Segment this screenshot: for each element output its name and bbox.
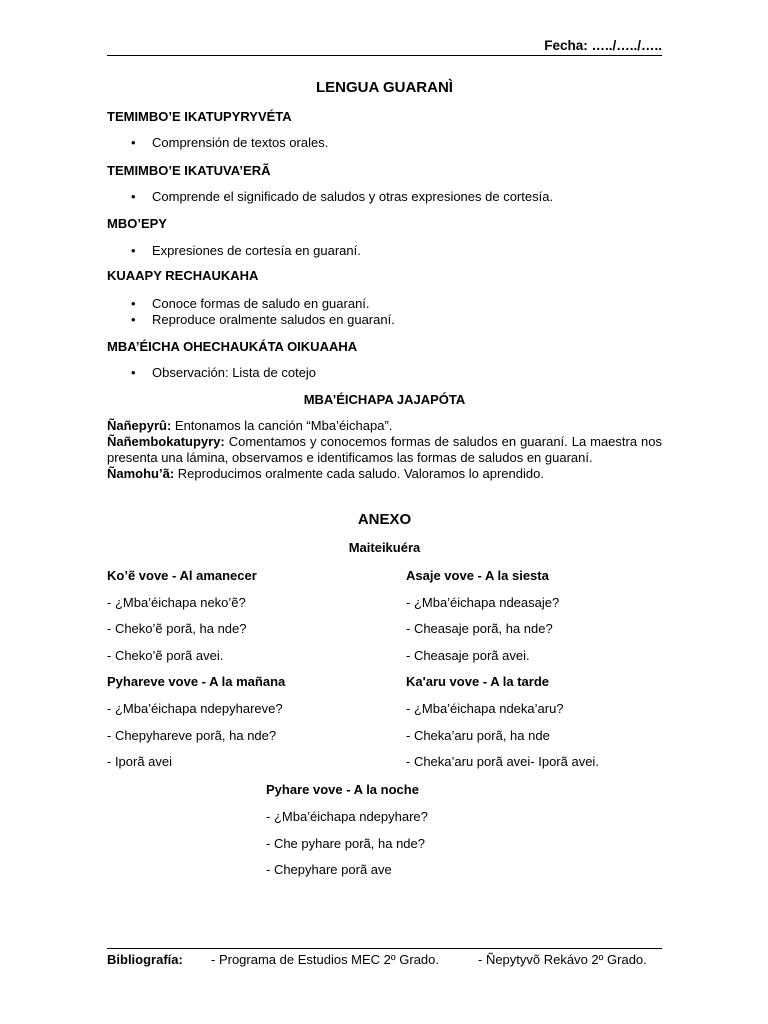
fecha-field: Fecha: …../…../….. xyxy=(544,38,662,53)
bullet-item xyxy=(131,365,316,380)
greeting-heading: Pyhare vove - A la noche xyxy=(266,782,419,797)
bullet-item xyxy=(131,312,395,327)
step-text: Reproducimos oralmente cada saludo. Valoramos lo aprendido. xyxy=(174,466,544,481)
step-label: Ñamohu’ã: xyxy=(107,466,175,481)
greeting-line: - ¿Mba’éichapa ndeasaje? xyxy=(406,595,560,610)
greeting-heading: Ka'aru vove - A la tarde xyxy=(406,674,550,689)
section-heading: KUAAPY RECHAUKAHA xyxy=(107,268,259,283)
step-text: Comentamos y conocemos formas de saludos en guaraní. La maestra nos presenta una lámina, observamos e identificamos las formas de saludos en guaraní. xyxy=(107,434,662,465)
bullet-icon: • xyxy=(131,312,136,327)
greeting-line: - Cheka’aru porã avei- Iporã avei. xyxy=(406,754,599,769)
bullet-icon: • xyxy=(131,296,136,311)
procedure-step xyxy=(107,418,662,434)
greeting-line: - Chepyhare porã ave xyxy=(266,862,392,877)
greeting-line: - ¿Mba’éichapa ndeka’aru? xyxy=(406,701,564,716)
bullet-text: Conoce formas de saludo en guaraní. xyxy=(152,296,370,311)
section-heading: TEMIMBO’E IKATUPYRYVÉTA xyxy=(107,109,292,124)
bullet-icon: • xyxy=(131,189,136,204)
bullet-item xyxy=(131,135,328,150)
greeting-line: - Iporã avei xyxy=(107,754,173,769)
greeting-line: - Cheasaje porã, ha nde? xyxy=(406,621,553,636)
greeting-line: - Cheko’ẽ porã avei. xyxy=(107,648,224,663)
bottom-divider xyxy=(107,948,662,949)
greeting-line: - Cheko’ẽ porã, ha nde? xyxy=(107,621,247,636)
step-label: Ñañepyrû: xyxy=(107,418,172,433)
section-heading: MBO’EPY xyxy=(107,216,167,231)
bullet-icon: • xyxy=(131,243,136,258)
bullet-text: Comprensión de textos orales. xyxy=(152,135,329,150)
bullet-item xyxy=(131,189,553,204)
greeting-line: - ¿Mba’éichapa ndepyhare? xyxy=(266,809,428,824)
top-divider xyxy=(107,55,662,56)
greeting-line: - Chepyhareve porã, ha nde? xyxy=(107,728,277,743)
bullet-text: Comprende el significado de saludos y otras expresiones de cortesía. xyxy=(152,189,554,204)
procedure-heading: MBA’ÉICHAPA JAJAPÓTA xyxy=(303,392,466,407)
procedure-step xyxy=(107,466,662,482)
anexo-subtitle: Maiteikuéra xyxy=(348,540,421,555)
greeting-line: - Che pyhare porã, ha nde? xyxy=(266,836,425,851)
greeting-line: - ¿Mba’éichapa ndepyhareve? xyxy=(107,701,283,716)
greeting-line: - Cheasaje porã avei. xyxy=(406,648,530,663)
procedure-step xyxy=(107,434,662,466)
bullet-item xyxy=(131,296,370,311)
bibliography-label: Bibliografía: xyxy=(107,952,183,967)
section-heading: TEMIMBO’E IKATUVA’ERÃ xyxy=(107,163,271,178)
greeting-line: - Cheka’aru porã, ha nde xyxy=(406,728,550,743)
procedure-steps xyxy=(107,418,662,482)
greeting-heading: Asaje vove - A la siesta xyxy=(406,568,549,583)
bullet-icon: • xyxy=(131,135,136,150)
bullet-text: Expresiones de cortesía en guaraní. xyxy=(152,243,361,258)
step-label: Ñañembokatupyry: xyxy=(107,434,225,449)
greeting-heading: Pyhareve vove - A la mañana xyxy=(107,674,286,689)
greeting-heading: Ko’ẽ vove - Al amanecer xyxy=(107,568,257,583)
bullet-text: Reproduce oralmente saludos en guaraní. xyxy=(152,312,395,327)
bibliography-ref: - Ñepytyvõ Rekávo 2º Grado. xyxy=(478,952,647,967)
bullet-icon: • xyxy=(131,365,136,380)
step-text: Entonamos la canción “Mba’éichapa”. xyxy=(171,418,393,433)
section-heading: MBA’ÉICHA OHECHAUKÁTA OIKUAAHA xyxy=(107,339,358,354)
bibliography-ref: - Programa de Estudios MEC 2º Grado. xyxy=(211,952,440,967)
anexo-title: ANEXO xyxy=(357,511,412,528)
bullet-text: Observación: Lista de cotejo xyxy=(152,365,317,380)
page-title: LENGUA GUARANÌ xyxy=(316,79,453,96)
bullet-item xyxy=(131,243,361,258)
greeting-line: - ¿Mba’éichapa neko’ẽ? xyxy=(107,595,246,610)
